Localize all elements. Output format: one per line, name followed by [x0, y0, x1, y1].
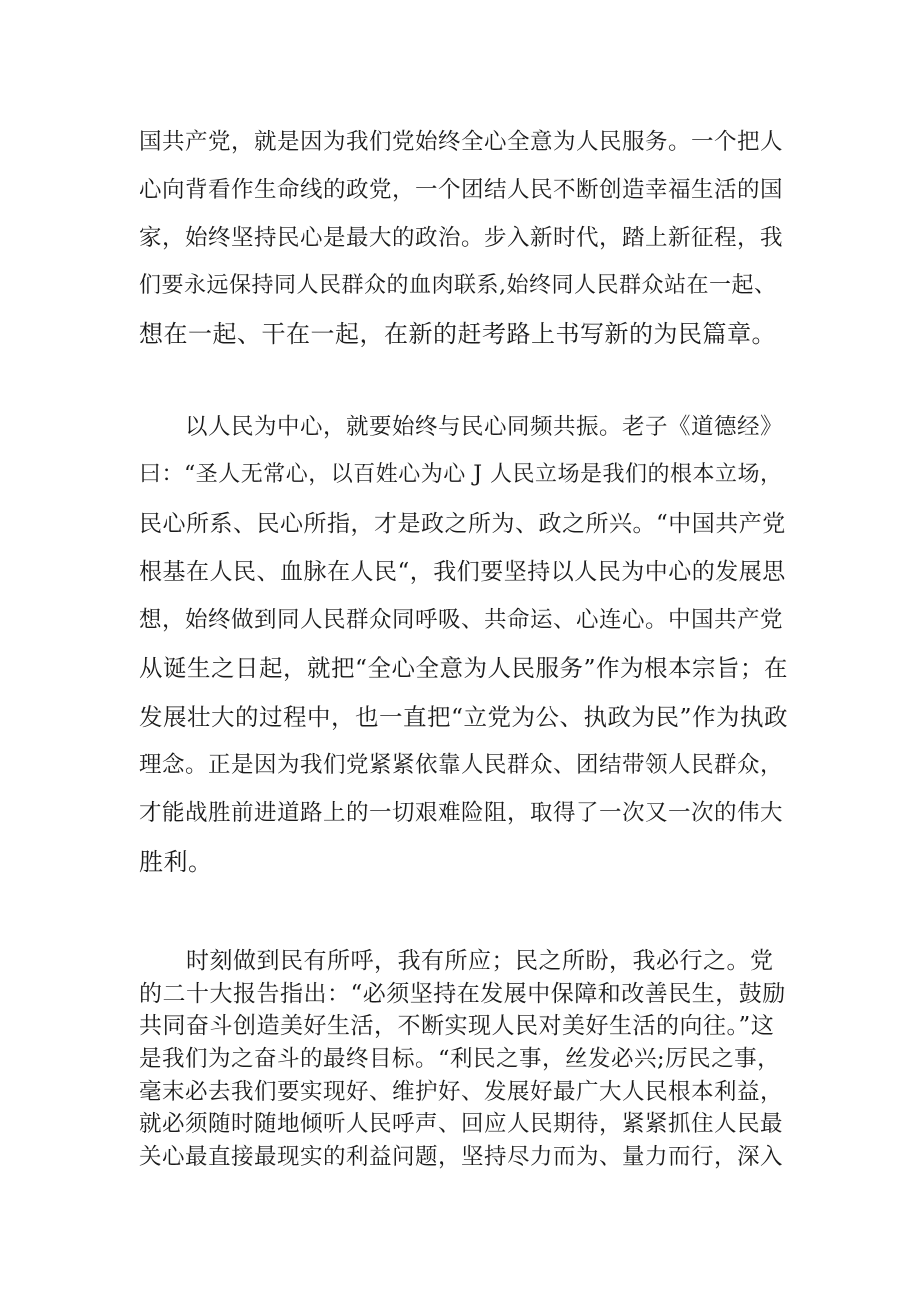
text-line: 毫末必去我们要实现好、维护好、发展好最广大人民根本利益， [139, 1078, 784, 1105]
text-line: 民心所系、民心所指，才是政之所为、政之所兴。“中国共产党 [139, 510, 786, 537]
text-line: 想，始终做到同人民群众同呼吸、共命运、心连心。中国共产党 [139, 607, 784, 634]
paragraph-1 [139, 118, 789, 358]
text-line: 的二十大报告指出：“必须坚持在发展中保障和改善民生，鼓励 [139, 980, 786, 1007]
paragraph-2 [139, 403, 789, 886]
text-line: 是我们为之奋斗的最终目标。“利民之事，丝发必兴;厉民之事， [139, 1046, 781, 1073]
text-line: 曰：“圣人无常心，以百姓心为心 J 人民立场是我们的根本立场， [139, 462, 783, 488]
text-line: 想在一起、干在一起，在新的赶考路上书写新的为民篇章。 [139, 320, 776, 348]
text-line: 以人民为中心，就要始终与民心同频共振。老子《道德经》 [139, 414, 784, 440]
text-line: 理念。正是因为我们党紧紧依靠人民群众、团结带领人民群众， [139, 752, 784, 779]
text-line: 国共产党，就是因为我们党始终全心全意为人民服务。一个把人 [139, 129, 784, 155]
paragraph-3 [139, 945, 789, 1174]
text-line: 就必须随时随地倾听人民呼声、回应人民期待，紧紧抓住人民最 [139, 1111, 784, 1138]
text-line: 根基在人民、血脉在人民“，我们要坚持以人民为中心的发展思 [139, 558, 786, 585]
text-line: 发展壮大的过程中，也一直把“立党为公、执政为民”作为执政 [139, 702, 789, 731]
text-line: 从诞生之日起，就把“全心全意为人民服务”作为根本宗旨；在 [139, 654, 789, 683]
text-line: 家，始终坚持民心是最大的政治。步入新时代，踏上新征程，我 [139, 225, 784, 251]
text-line: 共同奋斗创造美好生活，不断实现人民对美好生活的向往。”这 [139, 1013, 775, 1040]
text-line: 胜利。 [139, 847, 213, 876]
text-line: 们要永远保持同人民群众的血肉联系,始终同人民群众站在一起、 [139, 273, 777, 298]
text-line: 才能战胜前进道路上的一切艰难险阻，取得了一次又一次的伟大 [139, 800, 784, 827]
text-line: 关心最直接最现实的利益问题，坚持尽力而为、量力而行，深入 [139, 1144, 784, 1171]
text-line: 心向背看作生命线的政党，一个团结人民不断创造幸福生活的国 [139, 177, 784, 203]
text-line: 时刻做到民有所呼，我有所应；民之所盼，我必行之。党 [139, 948, 774, 974]
